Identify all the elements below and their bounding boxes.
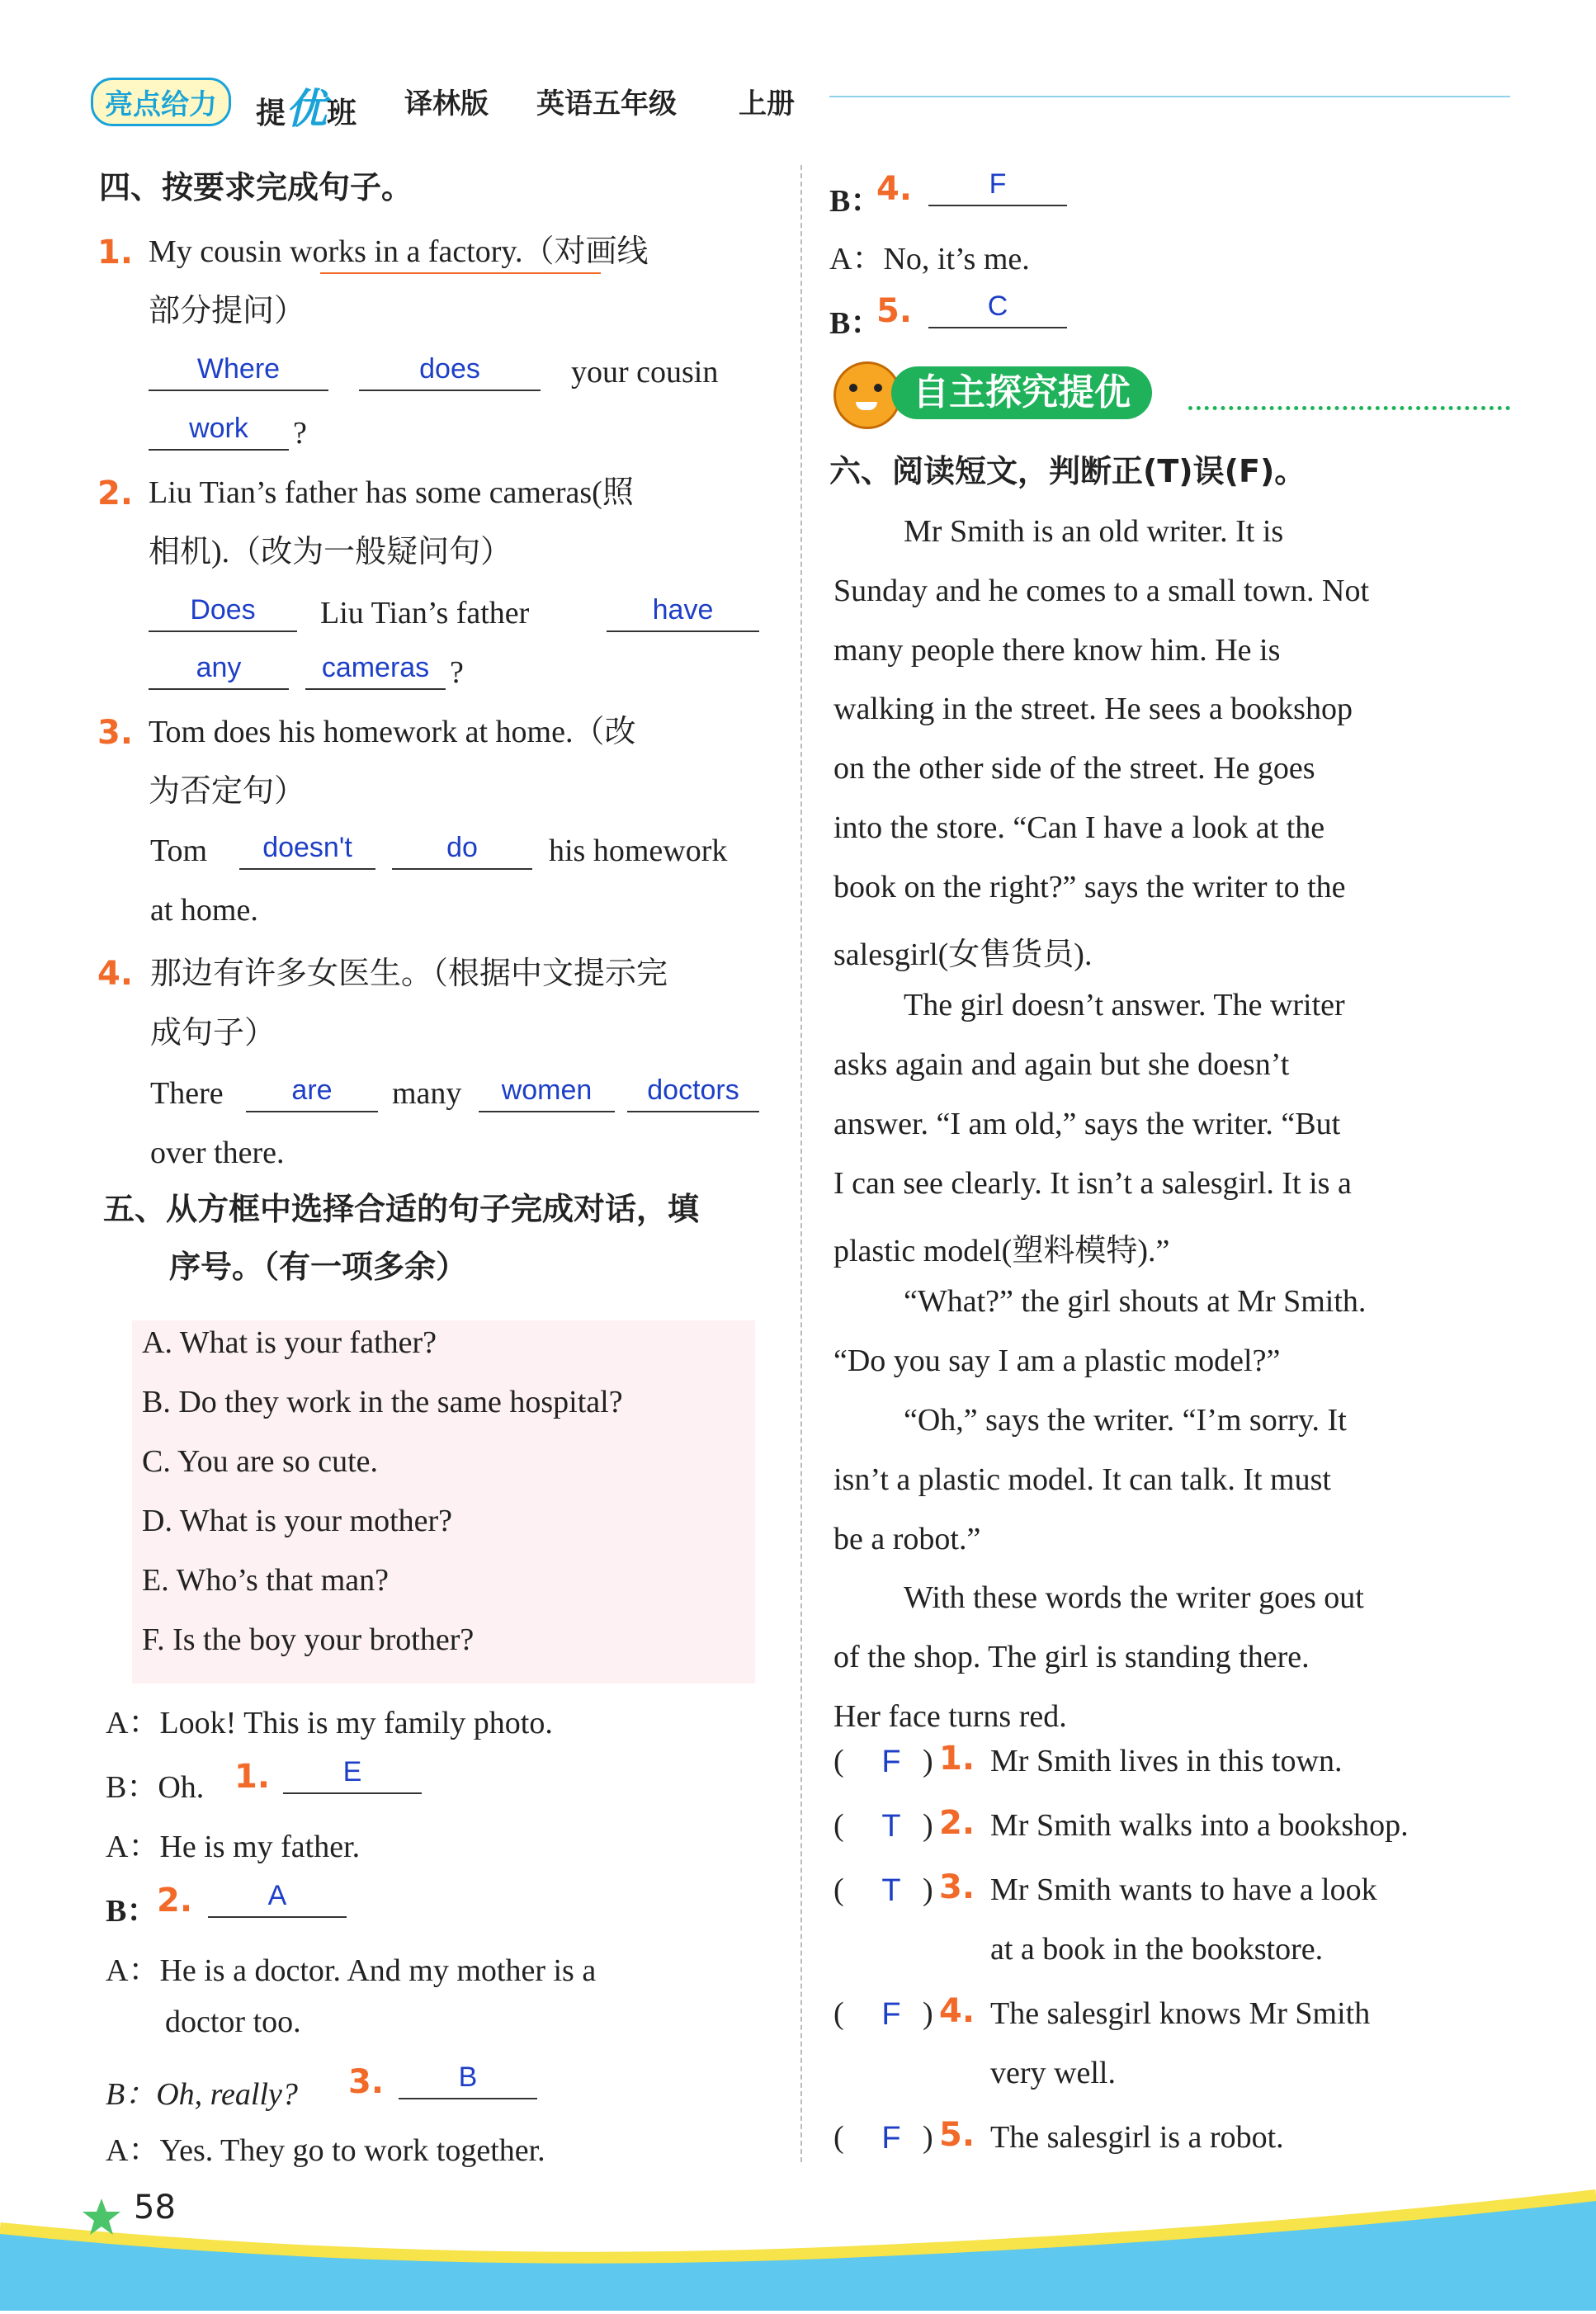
q1-answer-1: Where bbox=[196, 353, 281, 385]
passage-line: “What?” the girl shouts at Mr Smith. bbox=[904, 1284, 1367, 1320]
star-icon bbox=[81, 2197, 122, 2238]
tf-paren-open: ( bbox=[833, 1996, 844, 2031]
q4-blank-1[interactable] bbox=[246, 1074, 378, 1112]
q3-pre: Tom bbox=[150, 834, 208, 868]
option-c: C. You are so cute. bbox=[142, 1444, 379, 1479]
section4-title: 四、按要求完成句子。 bbox=[99, 169, 413, 205]
q4-text-c: over there. bbox=[150, 1136, 285, 1170]
q4-text: 那边有许多女医生。（根据中文提示完 bbox=[150, 955, 668, 991]
q1-underline bbox=[320, 272, 601, 274]
option-b: B. Do they work in the same hospital? bbox=[142, 1385, 623, 1419]
q2-answer-2: have bbox=[652, 594, 714, 626]
tf-statement-cont: very well. bbox=[990, 2056, 1116, 2090]
tf-paren-open: ( bbox=[833, 1808, 844, 1843]
q4-mid: many bbox=[392, 1076, 462, 1111]
brand-big: 优 bbox=[286, 85, 328, 133]
tf-statement: The salesgirl is a robot. bbox=[990, 2120, 1284, 2155]
q4-answer-3: doctors bbox=[647, 1074, 739, 1106]
passage-line: isn’t a plastic model. It can talk. It must bbox=[833, 1462, 1331, 1497]
q2-blank-1[interactable] bbox=[149, 594, 297, 632]
brand-pre: 提 bbox=[256, 97, 286, 130]
tf-paren-close: ) bbox=[923, 1996, 933, 2031]
tf-statement: Mr Smith walks into a bookshop. bbox=[990, 1808, 1409, 1843]
q3-answer-1: doesn't bbox=[262, 832, 352, 863]
dialogue-answer-1: E bbox=[342, 1756, 362, 1787]
dialogue-blank-1[interactable] bbox=[283, 1756, 422, 1794]
passage-line: “Do you say I am a plastic model?” bbox=[833, 1344, 1281, 1379]
tf-statement-cont: at a book in the bookstore. bbox=[990, 1932, 1324, 1967]
q3-number: 3. bbox=[97, 714, 134, 752]
passage-line: asks again and again but she doesn’t bbox=[833, 1047, 1290, 1083]
q1-number: 1. bbox=[97, 234, 134, 272]
passage-line: Sunday and he comes to a small town. Not bbox=[833, 573, 1370, 608]
page-number: 58 bbox=[134, 2189, 176, 2227]
passage-line: be a robot.” bbox=[833, 1521, 981, 1556]
tf-answer[interactable]: F bbox=[881, 2121, 901, 2156]
q3-text: Tom does his homework at home.（改 bbox=[149, 715, 636, 749]
dialogue-line-5a: A：He is a doctor. And my mother is a bbox=[106, 1953, 597, 1988]
tf-paren-close: ) bbox=[923, 2120, 933, 2155]
q3-blank-2[interactable] bbox=[392, 832, 532, 870]
dialogue-line-a4: A：No, it’s me. bbox=[829, 242, 1030, 276]
q2-answer-4: cameras bbox=[321, 652, 430, 683]
passage-line: plastic model(塑料模特).” bbox=[833, 1233, 1170, 1268]
tf-paren-close: ) bbox=[923, 1808, 933, 1843]
dialogue-b1-prefix: B：Oh. bbox=[106, 1770, 205, 1805]
q3-text-b: 为否定句） bbox=[149, 774, 306, 809]
q2-end: ? bbox=[450, 655, 464, 690]
q3-mid: his homework bbox=[549, 834, 728, 868]
header-badge: 亮点给力 bbox=[91, 78, 231, 126]
q4-blank-2[interactable] bbox=[479, 1074, 615, 1112]
passage-line: into the store. “Can I have a look at the bbox=[833, 810, 1325, 845]
tf-statement: The salesgirl knows Mr Smith bbox=[990, 1996, 1371, 2031]
passage-line: answer. “I am old,” says the writer. “But bbox=[833, 1107, 1341, 1141]
section6-title: 六、阅读短文，判断正(T)误(F)。 bbox=[829, 453, 1306, 489]
tf-paren-open: ( bbox=[833, 2120, 844, 2155]
tf-paren-open: ( bbox=[833, 1744, 844, 1778]
footer-wave bbox=[0, 2179, 1596, 2311]
tf-answer[interactable]: F bbox=[881, 1997, 901, 2032]
tf-answer[interactable]: T bbox=[881, 1809, 901, 1844]
q2-text: Liu Tian’s father has some cameras(照 bbox=[149, 475, 634, 510]
column-divider bbox=[800, 165, 802, 2162]
dialogue-b1-number: 1. bbox=[234, 1758, 271, 1796]
passage-line: With these words the writer goes out bbox=[904, 1580, 1364, 1616]
q2-blank-4[interactable] bbox=[305, 652, 446, 690]
option-e: E. Who’s that man? bbox=[142, 1563, 390, 1598]
banner-dots bbox=[1188, 406, 1510, 410]
header-grade: 英语五年级 bbox=[536, 87, 677, 120]
q4-text-b: 成句子） bbox=[150, 1014, 276, 1051]
dialogue-b3-number: 3. bbox=[348, 2063, 385, 2101]
dialogue-line-7: A：Yes. They go to work together. bbox=[106, 2133, 545, 2168]
header-brand bbox=[256, 76, 357, 135]
q2-answer-1: Does bbox=[190, 594, 256, 626]
dialogue-b5-prefix: B： bbox=[829, 306, 882, 341]
tf-statement: Mr Smith lives in this town. bbox=[990, 1744, 1343, 1778]
passage-line: many people there know him. He is bbox=[833, 632, 1281, 668]
q2-blank-2[interactable] bbox=[607, 594, 759, 632]
option-f: F. Is the boy your brother? bbox=[142, 1622, 475, 1657]
tf-number: 1. bbox=[939, 1740, 975, 1778]
q3-text-c: at home. bbox=[150, 893, 258, 928]
dialogue-b4-prefix: B： bbox=[829, 184, 882, 219]
q1-text: My cousin works in a factory.（对画线 bbox=[149, 234, 649, 269]
passage-line: I can see clearly. It isn’t a salesgirl. It is a bbox=[833, 1165, 1352, 1201]
q4-number: 4. bbox=[97, 955, 134, 993]
option-d: D. What is your mother? bbox=[142, 1504, 453, 1538]
dialogue-line-5b: doctor too. bbox=[165, 2005, 301, 2039]
q2-number: 2. bbox=[97, 475, 134, 512]
section-banner bbox=[825, 361, 1510, 427]
q1-blank-3[interactable] bbox=[149, 413, 289, 451]
q2-blank-3[interactable] bbox=[149, 652, 289, 690]
passage-line: walking in the street. He sees a bookshop bbox=[833, 692, 1353, 727]
q3-answer-2: do bbox=[446, 832, 478, 863]
passage-line: Mr Smith is an old writer. It is bbox=[904, 514, 1284, 549]
tf-answer[interactable]: F bbox=[881, 1745, 901, 1779]
dialogue-answer-5: C bbox=[987, 290, 1008, 322]
dialogue-answer-2: A bbox=[267, 1880, 287, 1911]
q1-end: ? bbox=[293, 416, 307, 451]
header bbox=[91, 74, 1510, 133]
passage-line: salesgirl(女售货员). bbox=[833, 937, 1093, 972]
tf-number: 4. bbox=[939, 1992, 975, 2030]
tf-paren-close: ) bbox=[923, 1744, 933, 1778]
passage-line: The girl doesn’t answer. The writer bbox=[904, 988, 1345, 1023]
q1-text-b: 部分提问） bbox=[149, 294, 306, 328]
dialogue-line-3: A：He is my father. bbox=[106, 1830, 361, 1864]
passage-line: book on the right?” says the writer to the bbox=[833, 869, 1346, 904]
q4-blank-3[interactable] bbox=[627, 1074, 759, 1112]
q4-answer-2: women bbox=[501, 1074, 593, 1106]
passage-line: of the shop. The girl is standing there. bbox=[833, 1640, 1310, 1675]
dialogue-answer-4: F bbox=[989, 168, 1007, 200]
tf-number: 3. bbox=[939, 1868, 975, 1906]
dialogue-blank-4[interactable] bbox=[928, 168, 1067, 206]
dialogue-blank-3[interactable] bbox=[399, 2061, 537, 2099]
header-edition: 译林版 bbox=[404, 87, 489, 120]
dialogue-b5-number: 5. bbox=[876, 292, 913, 330]
section5-title: 五、从方框中选择合适的句子完成对话，填 bbox=[103, 1191, 700, 1227]
tf-answer[interactable]: T bbox=[881, 1873, 901, 1908]
q1-answer-3: work bbox=[189, 413, 248, 444]
tf-paren-close: ) bbox=[923, 1872, 933, 1907]
section5-title-b: 序号。（有一项多余） bbox=[169, 1249, 468, 1285]
header-rule bbox=[829, 96, 1510, 97]
dialogue-blank-2[interactable] bbox=[208, 1880, 347, 1918]
q2-mid: Liu Tian’s father bbox=[320, 596, 530, 630]
q1-mid: your cousin bbox=[571, 355, 719, 390]
q4-answer-1: are bbox=[291, 1074, 333, 1106]
tf-number: 5. bbox=[939, 2116, 975, 2154]
dialogue-b2-prefix: B： bbox=[106, 1894, 158, 1929]
dialogue-b2-number: 2. bbox=[157, 1882, 193, 1920]
brand-post: 班 bbox=[327, 97, 357, 130]
dialogue-answer-3: B bbox=[458, 2061, 478, 2093]
q2-answer-3: any bbox=[196, 652, 242, 683]
option-a: A. What is your father? bbox=[142, 1325, 437, 1360]
q4-pre: There bbox=[150, 1076, 224, 1111]
tf-paren-open: ( bbox=[833, 1872, 844, 1907]
dialogue-b4-number: 4. bbox=[876, 170, 913, 208]
banner-label: 自主探究提优 bbox=[891, 366, 1152, 419]
dialogue-line-1: A：Look! This is my family photo. bbox=[106, 1706, 553, 1740]
dialogue-blank-5[interactable] bbox=[928, 290, 1067, 328]
header-volume: 上册 bbox=[739, 87, 795, 120]
passage-line: on the other side of the street. He goes bbox=[833, 751, 1315, 786]
dialogue-b3-prefix: B：Oh, really? bbox=[106, 2077, 298, 2112]
passage-line: “Oh,” says the writer. “I’m sorry. It bbox=[904, 1403, 1347, 1438]
q1-blank-2[interactable] bbox=[359, 353, 541, 391]
tf-statement: Mr Smith wants to have a look bbox=[990, 1872, 1377, 1907]
q3-blank-1[interactable] bbox=[239, 832, 375, 870]
passage-line: Her face turns red. bbox=[833, 1699, 1067, 1734]
q1-answer-2: does bbox=[419, 353, 480, 385]
tf-number: 2. bbox=[939, 1804, 975, 1842]
q1-blank-1[interactable] bbox=[149, 353, 328, 391]
q2-text-b: 相机).（改为一般疑问句） bbox=[149, 535, 512, 569]
